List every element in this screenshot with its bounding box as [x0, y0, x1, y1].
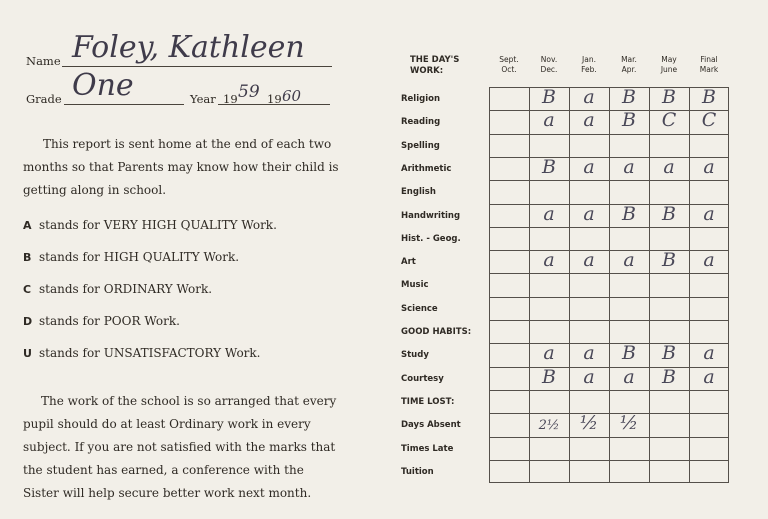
grade-mark: a — [703, 342, 715, 364]
row-label: Handwriting — [401, 210, 461, 221]
column-header-line-2: June — [660, 65, 678, 74]
legend-letter: D — [23, 315, 33, 328]
grid-horizontal-line — [489, 180, 729, 181]
grade-mark: a — [623, 249, 635, 271]
legend-item-b — [23, 250, 239, 264]
grade-mark: B — [662, 86, 676, 108]
grade-mark: a — [583, 203, 595, 225]
grade-mark: ½ — [619, 412, 639, 434]
legend-letter: A — [23, 219, 32, 232]
grade-mark: B — [662, 249, 676, 271]
column-header — [529, 55, 569, 75]
grid-vertical-line — [728, 87, 729, 483]
grade-mark: 2½ — [538, 418, 560, 433]
grade-mark: B — [622, 86, 636, 108]
grade-mark: a — [703, 366, 715, 388]
year-underline — [218, 104, 330, 105]
grade-mark: a — [543, 109, 555, 131]
year-prefix-2: 19 — [267, 92, 282, 106]
row-label: Arithmetic — [401, 163, 452, 174]
grid-horizontal-line — [489, 227, 729, 228]
column-header-line-1: Sept. — [499, 55, 519, 64]
grid-horizontal-line — [489, 460, 729, 461]
year-value-2: 60 — [282, 87, 302, 105]
grade-mark: B — [702, 86, 716, 108]
grade-mark: a — [703, 203, 715, 225]
row-label: Reading — [401, 117, 441, 128]
column-header-line-2: Oct. — [501, 65, 517, 74]
grade-mark: B — [542, 86, 556, 108]
legend-text: stands for VERY HIGH QUALITY Work. — [39, 218, 277, 232]
legend-item-a — [23, 218, 277, 232]
grade-mark: B — [542, 156, 556, 178]
legend-item-u — [23, 346, 260, 360]
grid-vertical-line — [489, 87, 490, 483]
year-value-1: 59 — [238, 82, 260, 102]
days-work-heading-line-2: WORK: — [410, 66, 444, 76]
legend-text: stands for HIGH QUALITY Work. — [39, 250, 240, 264]
grade-mark: B — [662, 342, 676, 364]
grade-mark: B — [662, 203, 676, 225]
row-label: TIME LOST: — [401, 396, 455, 407]
grade-mark: a — [663, 156, 675, 178]
column-header-line-1: Final — [700, 55, 718, 64]
legend-letter: C — [23, 283, 32, 296]
row-label: Music — [401, 280, 429, 291]
grade-label: Grade — [26, 92, 62, 106]
column-header-line-2: Dec. — [540, 65, 558, 74]
grade-mark: a — [543, 249, 555, 271]
grid-horizontal-line — [489, 437, 729, 438]
grid-horizontal-line — [489, 134, 729, 135]
row-label: GOOD HABITS: — [401, 327, 472, 337]
column-header — [689, 55, 729, 75]
row-label: Days Absent — [401, 420, 461, 431]
grade-mark: a — [703, 156, 715, 178]
grid-horizontal-line — [489, 390, 729, 391]
grid-horizontal-line — [489, 482, 729, 483]
year-label: Year — [190, 92, 216, 106]
column-header-line-2: Feb. — [581, 65, 597, 74]
grade-mark: a — [583, 109, 595, 131]
grid-horizontal-line — [489, 297, 729, 298]
grade-mark: a — [583, 86, 595, 108]
grade-mark: B — [622, 342, 636, 364]
grade-mark: B — [622, 109, 636, 131]
row-label: Tuition — [401, 466, 434, 477]
name-label: Name — [26, 54, 61, 68]
column-header — [609, 55, 649, 75]
days-work-heading — [410, 55, 459, 77]
column-header-line-1: Mar. — [621, 55, 637, 64]
grid-vertical-line — [689, 87, 690, 483]
column-header-line-2: Mark — [699, 65, 719, 74]
column-header — [649, 55, 689, 75]
row-label: Religion — [401, 94, 441, 104]
grid-horizontal-line — [489, 320, 729, 321]
grade-mark: B — [622, 203, 636, 225]
column-header-line-2: Apr. — [621, 65, 637, 74]
row-label: Science — [401, 303, 438, 314]
column-header — [569, 55, 609, 75]
year-prefix-1: 19 — [223, 92, 238, 106]
column-header — [489, 55, 529, 75]
grade-mark: a — [583, 249, 595, 271]
legend-item-d — [23, 314, 180, 328]
name-underline — [62, 66, 332, 67]
legend-letter: B — [23, 251, 32, 264]
intro-paragraph: This report is sent home at the end of each two months so that Parents may know how their child is getting along in school. — [23, 137, 339, 197]
grade-mark: C — [701, 109, 717, 131]
grade-mark: C — [661, 109, 677, 131]
grade-mark: a — [623, 156, 635, 178]
legend-letter: U — [23, 347, 32, 360]
grades-grid — [489, 87, 729, 483]
closing-paragraph: The work of the school is so arranged that every pupil should do at least Ordinary work in every subject. If you are not satisfied with the marks that the student has earned, a conference with the Sister will help secure better work next month. — [23, 394, 337, 500]
grade-mark: a — [543, 203, 555, 225]
legend-text: stands for ORDINARY Work. — [39, 282, 213, 296]
row-label: Hist. - Geog. — [401, 233, 461, 244]
legend-text: stands for UNSATISFACTORY Work. — [39, 346, 261, 360]
days-work-heading-line-1: THE DAY'S — [410, 55, 460, 65]
grade-mark: B — [542, 366, 556, 388]
row-label: Study — [401, 350, 429, 361]
grade-mark: ½ — [579, 412, 599, 434]
student-name: Foley, Kathleen — [72, 30, 305, 65]
row-label: Courtesy — [401, 373, 444, 384]
grade-mark: a — [543, 342, 555, 364]
grade-mark: a — [623, 366, 635, 388]
row-label: Times Late — [401, 443, 454, 454]
grade-mark: a — [583, 342, 595, 364]
column-header-line-1: Nov. — [540, 55, 558, 64]
grid-horizontal-line — [489, 273, 729, 274]
row-label: English — [401, 187, 436, 198]
grade-underline — [64, 104, 184, 105]
grade-mark: a — [703, 249, 715, 271]
legend-text: stands for POOR Work. — [39, 314, 180, 328]
legend-item-c — [23, 282, 212, 296]
grade-mark: B — [662, 366, 676, 388]
column-header-line-1: Jan. — [582, 55, 596, 64]
grade-mark: a — [583, 366, 595, 388]
row-label: Art — [401, 257, 416, 268]
grade-mark: a — [583, 156, 595, 178]
row-label: Spelling — [401, 140, 440, 151]
column-header-line-1: May — [661, 55, 677, 64]
grid-vertical-line — [649, 87, 650, 483]
student-grade: One — [72, 68, 134, 103]
